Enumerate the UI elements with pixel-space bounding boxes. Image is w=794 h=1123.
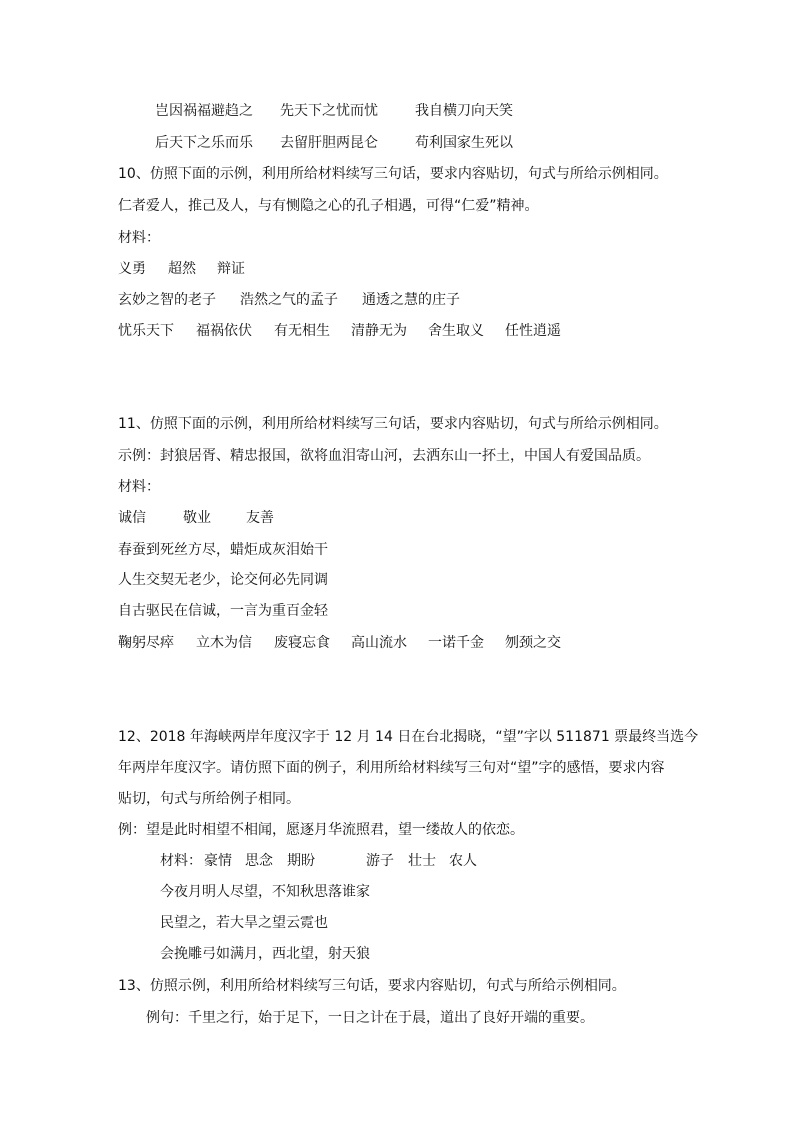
material-item: 思念 bbox=[245, 853, 273, 869]
material-item: 舍生取义 bbox=[428, 323, 484, 339]
q9-item: 岂因祸福避趋之 bbox=[155, 103, 253, 119]
material-item: 清静无为 bbox=[351, 323, 407, 339]
material-item: 辩证 bbox=[217, 261, 245, 277]
material-label: 材料： bbox=[160, 853, 202, 869]
material-item: 废寝忘食 bbox=[274, 635, 330, 651]
material-item: 立木为信 bbox=[196, 635, 252, 651]
material-item: 诚信 bbox=[118, 510, 146, 526]
material-item: 鞠躬尽瘁 bbox=[118, 635, 174, 651]
material-item: 期盼 bbox=[287, 853, 315, 869]
material-item: 超然 bbox=[168, 261, 196, 277]
material-item: 任性逍遥 bbox=[505, 323, 561, 339]
material-item: 浩然之气的孟子 bbox=[240, 292, 338, 308]
q9-item: 苟利国家生死以 bbox=[415, 135, 513, 151]
material-item: 通透之慧的庄子 bbox=[362, 292, 460, 308]
material-item: 有无相生 bbox=[274, 323, 330, 339]
material-item: 一诺千金 bbox=[428, 635, 484, 651]
material-item: 高山流水 bbox=[351, 635, 407, 651]
q9-item: 我自横刀向天笑 bbox=[415, 103, 513, 119]
material-item: 农人 bbox=[449, 853, 477, 869]
material-item: 游子 bbox=[366, 853, 394, 869]
material-item: 豪情 bbox=[204, 853, 232, 869]
q9-item: 去留肝胆两昆仑 bbox=[280, 135, 378, 151]
material-item: 福祸依伏 bbox=[196, 323, 252, 339]
material-item: 敬业 bbox=[183, 510, 211, 526]
material-item: 友善 bbox=[246, 510, 274, 526]
q9-item: 先天下之忧而忧 bbox=[280, 103, 378, 119]
material-item: 忧乐天下 bbox=[118, 323, 174, 339]
q9-item: 后天下之乐而乐 bbox=[155, 135, 253, 151]
material-item: 壮士 bbox=[408, 853, 436, 869]
material-item: 玄妙之智的老子 bbox=[118, 292, 216, 308]
material-item: 刎颈之交 bbox=[505, 635, 561, 651]
material-item: 义勇 bbox=[118, 261, 146, 277]
